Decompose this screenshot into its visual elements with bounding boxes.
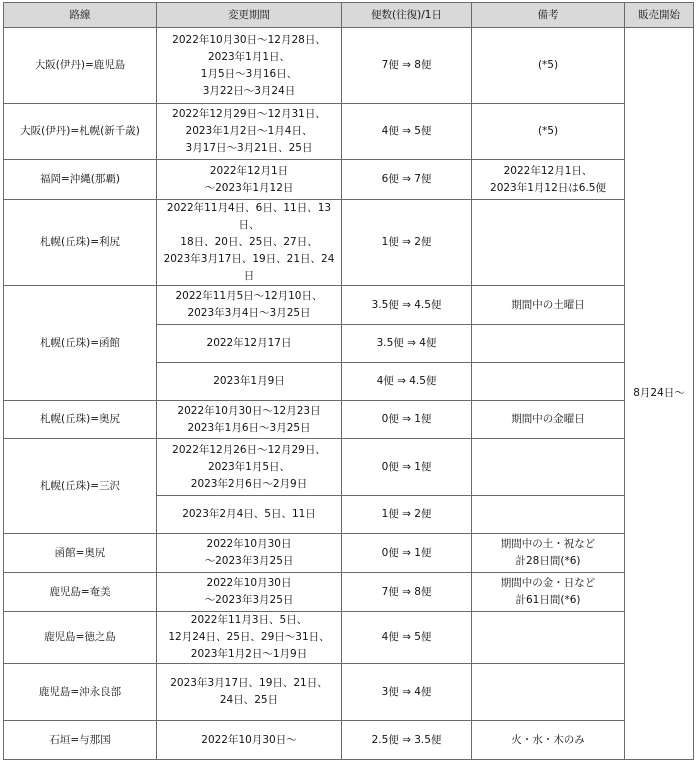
flights-cell: 2.5便 ⇒ 3.5便 bbox=[342, 721, 472, 760]
route-cell: 鹿児島=徳之島 bbox=[4, 612, 157, 664]
note-line: 2023年1月12日は6.5便 bbox=[490, 181, 606, 194]
route-cell: 鹿児島=奄美 bbox=[4, 573, 157, 612]
flights-cell: 3便 ⇒ 4便 bbox=[342, 664, 472, 721]
period-cell bbox=[157, 401, 342, 439]
note-header: 備考 bbox=[472, 3, 625, 28]
period-line: 2022年10月30日～12月28日、 bbox=[172, 33, 326, 46]
table-row bbox=[4, 200, 694, 286]
flights-cell: 6便 ⇒ 7便 bbox=[342, 160, 472, 200]
flights-cell: 4便 ⇒ 5便 bbox=[342, 612, 472, 664]
route-cell: 札幌(丘珠)=三沢 bbox=[4, 439, 157, 534]
period-line: 2023年1月2日～1月9日 bbox=[190, 648, 308, 660]
sale-start-cell: 8月24日～ bbox=[625, 28, 694, 760]
note-line: 計28日間(*6) bbox=[515, 555, 581, 567]
period-line: 2022年12月26日～12月29日、 bbox=[172, 443, 326, 456]
period-line: 2023年1月9日 bbox=[213, 375, 285, 387]
table-row bbox=[4, 28, 694, 104]
note-line: 火・水・木のみ bbox=[511, 733, 585, 746]
flights-cell: 0便 ⇒ 1便 bbox=[342, 439, 472, 496]
route-cell: 函館=奥尻 bbox=[4, 534, 157, 573]
period-cell bbox=[157, 200, 342, 286]
period-line: 3月17日～3月21日、25日 bbox=[185, 142, 313, 154]
schedule-sheet bbox=[3, 2, 694, 760]
route-cell: 福岡=沖縄(那覇) bbox=[4, 160, 157, 200]
period-line: 2022年10月30日 bbox=[206, 538, 292, 550]
table-row bbox=[4, 721, 694, 760]
flights-cell: 7便 ⇒ 8便 bbox=[342, 28, 472, 104]
period-line: 2022年10月30日～12月23日 bbox=[177, 404, 321, 417]
flights-cell: 3.5便 ⇒ 4便 bbox=[342, 325, 472, 363]
note-line: 期間中の金・日など bbox=[500, 577, 596, 589]
note-line: 期間中の金曜日 bbox=[511, 413, 585, 425]
note-cell bbox=[472, 496, 625, 534]
period-cell bbox=[157, 439, 342, 496]
flights-cell: 1便 ⇒ 2便 bbox=[342, 200, 472, 286]
note-cell bbox=[472, 439, 625, 496]
period-line: 2023年1月2日～1月4日、 bbox=[185, 125, 313, 137]
header-row bbox=[4, 3, 694, 28]
note-line: (*5) bbox=[537, 59, 559, 71]
route-cell: 札幌(丘珠)=利尻 bbox=[4, 200, 157, 286]
route-cell: 札幌(丘珠)=奥尻 bbox=[4, 401, 157, 439]
table-row bbox=[4, 573, 694, 612]
route-cell: 大阪(伊丹)=鹿児島 bbox=[4, 28, 157, 104]
note-line: 2022年12月1日、 bbox=[503, 164, 593, 177]
period-cell bbox=[157, 721, 342, 760]
period-line: 1月5日～3月16日、 bbox=[200, 67, 298, 80]
route-cell: 石垣=与那国 bbox=[4, 721, 157, 760]
note-cell bbox=[472, 28, 625, 104]
note-cell bbox=[472, 534, 625, 573]
note-cell bbox=[472, 612, 625, 664]
period-line: 2023年1月6日～3月25日 bbox=[187, 421, 311, 434]
period-line: 2022年12月17日 bbox=[206, 337, 292, 349]
table-row bbox=[4, 534, 694, 573]
route-cell: 鹿児島=沖永良部 bbox=[4, 664, 157, 721]
period-cell bbox=[157, 325, 342, 363]
note-line: 期間中の土曜日 bbox=[511, 298, 585, 311]
route-cell: 札幌(丘珠)=函館 bbox=[4, 286, 157, 401]
period-cell bbox=[157, 104, 342, 160]
flights-cell: 0便 ⇒ 1便 bbox=[342, 534, 472, 573]
note-cell bbox=[472, 363, 625, 401]
period-line: 24日、25日 bbox=[219, 694, 279, 706]
note-line: 計61日間(*6) bbox=[515, 594, 581, 606]
note-cell bbox=[472, 401, 625, 439]
period-line: ～2023年1月12日 bbox=[204, 181, 294, 194]
period-line: 2023年1月1日、 bbox=[207, 50, 291, 63]
note-line: 期間中の土・祝など bbox=[500, 538, 596, 550]
period-cell bbox=[157, 286, 342, 325]
note-cell bbox=[472, 325, 625, 363]
flights-cell: 3.5便 ⇒ 4.5便 bbox=[342, 286, 472, 325]
flights-cell: 7便 ⇒ 8便 bbox=[342, 573, 472, 612]
period-line: 18日、20日、25日、27日、 bbox=[180, 236, 318, 248]
note-cell bbox=[472, 104, 625, 160]
table-row bbox=[4, 104, 694, 160]
period-line: 2023年1月5日、 bbox=[207, 460, 291, 473]
period-line: 2022年11月5日～12月10日、 bbox=[175, 290, 323, 302]
flights-cell: 4便 ⇒ 5便 bbox=[342, 104, 472, 160]
route-header: 路線 bbox=[4, 3, 157, 28]
period-cell bbox=[157, 160, 342, 200]
period-line: 2023年2月6日～2月9日 bbox=[190, 477, 308, 490]
table-row bbox=[4, 401, 694, 439]
period-cell bbox=[157, 363, 342, 401]
route-cell: 大阪(伊丹)=札幌(新千歳) bbox=[4, 104, 157, 160]
flights-cell: 1便 ⇒ 2便 bbox=[342, 496, 472, 534]
page-cut-edge bbox=[3, 708, 693, 716]
table-row bbox=[4, 612, 694, 664]
table-row bbox=[4, 160, 694, 200]
table-row bbox=[4, 439, 694, 496]
note-line: (*5) bbox=[537, 125, 559, 137]
period-line: ～2023年3月25日 bbox=[204, 555, 294, 567]
note-cell bbox=[472, 286, 625, 325]
note-cell bbox=[472, 721, 625, 760]
period-header: 変更期間 bbox=[157, 3, 342, 28]
sale-start-header: 販売開始 bbox=[625, 3, 694, 28]
period-cell bbox=[157, 612, 342, 664]
period-line: 2023年3月4日～3月25日 bbox=[187, 307, 311, 319]
period-line: ～2023年3月25日 bbox=[204, 594, 294, 606]
period-line: 2022年11月3日、5日、 bbox=[190, 614, 308, 626]
period-line: 2023年3月17日、19日、21日、24日 bbox=[163, 253, 335, 282]
period-cell bbox=[157, 28, 342, 104]
flights-cell: 0便 ⇒ 1便 bbox=[342, 401, 472, 439]
period-line: 3月22日～3月24日 bbox=[202, 84, 296, 97]
note-cell bbox=[472, 160, 625, 200]
period-line: 2022年10月30日 bbox=[206, 577, 292, 589]
period-cell bbox=[157, 573, 342, 612]
note-cell bbox=[472, 200, 625, 286]
period-line: 2023年2月4日、5日、11日 bbox=[182, 508, 316, 520]
period-cell bbox=[157, 534, 342, 573]
note-cell bbox=[472, 573, 625, 612]
period-line: 2022年10月30日～ bbox=[201, 733, 297, 746]
flights-header: 便数(往復)/1日 bbox=[342, 3, 472, 28]
schedule-body bbox=[4, 28, 694, 760]
period-line: 2022年11月4日、6日、11日、13日、 bbox=[166, 202, 332, 231]
table-row bbox=[4, 286, 694, 325]
period-line: 2023年3月17日、19日、21日、 bbox=[170, 677, 328, 689]
period-line: 2022年12月1日 bbox=[209, 164, 289, 177]
period-cell bbox=[157, 496, 342, 534]
flights-cell: 4便 ⇒ 4.5便 bbox=[342, 363, 472, 401]
period-line: 12月24日、25日、29日～31日、 bbox=[168, 631, 330, 643]
flight-schedule-table bbox=[3, 2, 694, 760]
period-line: 2022年12月29日～12月31日、 bbox=[172, 108, 326, 120]
